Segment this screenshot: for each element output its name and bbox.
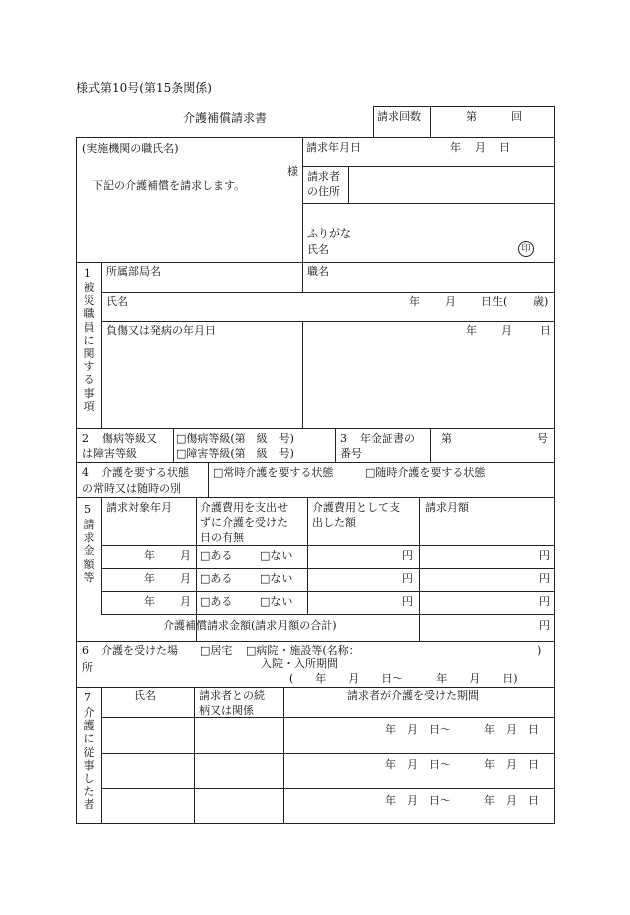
stay-period: ( 年 月 日～ 年 月 日) — [289, 672, 518, 685]
address-label-1: 請求者 — [307, 170, 340, 183]
seal-icon: 印 — [518, 241, 534, 257]
sama-text: 様 — [287, 165, 298, 178]
page-title: 介護補償請求書 — [183, 111, 268, 125]
birth-year: 年 — [409, 295, 420, 308]
row2-no-option[interactable]: □ない — [260, 572, 293, 585]
request-count-kai: 回 — [511, 110, 522, 123]
section3-label-2: 番号 — [340, 447, 362, 460]
claimant-name-label: 氏名 — [307, 243, 329, 256]
disability-grade-option[interactable]: □障害等級(第 級 号) — [176, 447, 294, 460]
total-label: 介護補償請求金額(請求月額の合計) — [163, 619, 337, 632]
request-count-label: 請求回数 — [377, 110, 421, 123]
injury-grade-option[interactable]: □傷病等級(第 級 号) — [176, 432, 294, 445]
section6-label-1: 介護を受けた場 — [101, 644, 178, 657]
col-paid-line2: 出した額 — [312, 516, 356, 529]
total-unit: 円 — [539, 619, 550, 632]
hospital-option[interactable]: □病院・施設等(名称： — [246, 644, 360, 657]
request-date-year: 年 — [450, 141, 461, 154]
row1-no-option[interactable]: □ない — [260, 549, 293, 562]
caregiver2-period: 年 月 日～ 年 月 日 — [385, 758, 539, 771]
section2-label-2: は障害等級 — [82, 447, 137, 460]
section2-number: 2 — [82, 432, 89, 445]
col-request-amount: 請求月額 — [425, 501, 469, 514]
row3-no-option[interactable]: □ない — [260, 595, 293, 608]
section3-label-1: 年金証書の — [360, 432, 415, 445]
address-field[interactable] — [352, 169, 550, 200]
injury-day: 日 — [540, 324, 551, 337]
col-nopay-line1: 介護費用を支出せ — [200, 501, 288, 514]
section4-label-2: の常時又は随時の別 — [82, 482, 181, 495]
dept-label: 所属部局名 — [106, 265, 161, 278]
row2-paid-unit: 円 — [402, 572, 413, 585]
constant-care-option[interactable]: □常時介護を要する状態 — [213, 466, 334, 479]
pension-dai: 第 — [441, 432, 452, 445]
home-option[interactable]: □居宅 — [200, 644, 233, 657]
furigana-label: ふりがな — [307, 227, 351, 240]
request-date-day: 日 — [499, 141, 510, 154]
institution-field[interactable] — [80, 158, 280, 178]
employee-name-label: 氏名 — [106, 295, 128, 308]
request-date-month: 月 — [475, 141, 486, 154]
row2-year: 年 — [144, 572, 155, 585]
row1-month: 月 — [180, 549, 191, 562]
row1-paid-unit: 円 — [402, 549, 413, 562]
row3-yes-option[interactable]: □ある — [200, 595, 233, 608]
birth-day-born: 日生( — [481, 295, 508, 308]
col-relation-line2: 柄又は関係 — [199, 704, 254, 717]
col-request-month: 請求対象年月 — [106, 501, 172, 514]
section1-vertical-label: 被災職員に関する事項 — [83, 281, 95, 413]
row3-month: 月 — [180, 595, 191, 608]
section6-number: 6 — [82, 644, 89, 657]
col-care-period: 請求者が介護を受けた期間 — [347, 689, 479, 702]
birth-month: 月 — [445, 295, 456, 308]
section6-label-2: 所 — [82, 661, 93, 674]
pension-go: 号 — [537, 432, 548, 445]
lead-text: 下記の介護補償を請求します。 — [92, 179, 246, 192]
position-label: 職名 — [307, 265, 329, 278]
request-count-dai: 第 — [466, 110, 477, 123]
section5-vertical-label: 請求金額等 — [83, 518, 95, 584]
form-number: 様式第10号(第15条関係) — [76, 81, 212, 95]
col-paid-line1: 介護費用として支 — [312, 501, 400, 514]
row1-request-unit: 円 — [539, 549, 550, 562]
section7-vertical-label: 介護に従事した者 — [83, 706, 95, 812]
row2-request-unit: 円 — [539, 572, 550, 585]
col-nopay-line3: 日の有無 — [200, 531, 244, 544]
section3-number: 3 — [340, 432, 347, 445]
caregiver1-period: 年 月 日～ 年 月 日 — [385, 723, 539, 736]
section5-number: 5 — [84, 503, 91, 516]
injury-year: 年 — [466, 324, 477, 337]
row1-year: 年 — [144, 549, 155, 562]
section4-number: 4 — [82, 466, 89, 479]
row2-month: 月 — [180, 572, 191, 585]
row3-year: 年 — [144, 595, 155, 608]
institution-label: (実施機関の職氏名) — [82, 142, 179, 155]
request-count-field[interactable] — [478, 108, 508, 134]
hospital-close-paren: ) — [537, 644, 542, 657]
injury-date-label: 負傷又は発病の年月日 — [106, 324, 216, 337]
stay-period-label: 入院・入所期間 — [261, 657, 338, 670]
section1-number: 1 — [84, 267, 91, 280]
col-nopay-line2: ずに介護を受けた — [200, 516, 288, 529]
col-caregiver-name: 氏名 — [134, 689, 156, 702]
col-relation-line1: 請求者との続 — [199, 689, 265, 702]
row3-paid-unit: 円 — [402, 595, 413, 608]
section2-label-1: 傷病等級又 — [102, 432, 157, 445]
row3-request-unit: 円 — [539, 595, 550, 608]
claimant-name-field[interactable] — [335, 222, 510, 258]
injury-month: 月 — [501, 324, 512, 337]
row2-yes-option[interactable]: □ある — [200, 572, 233, 585]
section7-number: 7 — [84, 691, 91, 704]
address-label-2: の住所 — [307, 185, 340, 198]
caregiver3-period: 年 月 日～ 年 月 日 — [385, 794, 539, 807]
section4-label-1: 介護を要する状態 — [101, 466, 189, 479]
birth-age: 歳) — [533, 295, 549, 308]
occasional-care-option[interactable]: □随時介護を要する状態 — [365, 466, 486, 479]
row1-yes-option[interactable]: □ある — [200, 549, 233, 562]
request-date-label: 請求年月日 — [306, 141, 361, 154]
